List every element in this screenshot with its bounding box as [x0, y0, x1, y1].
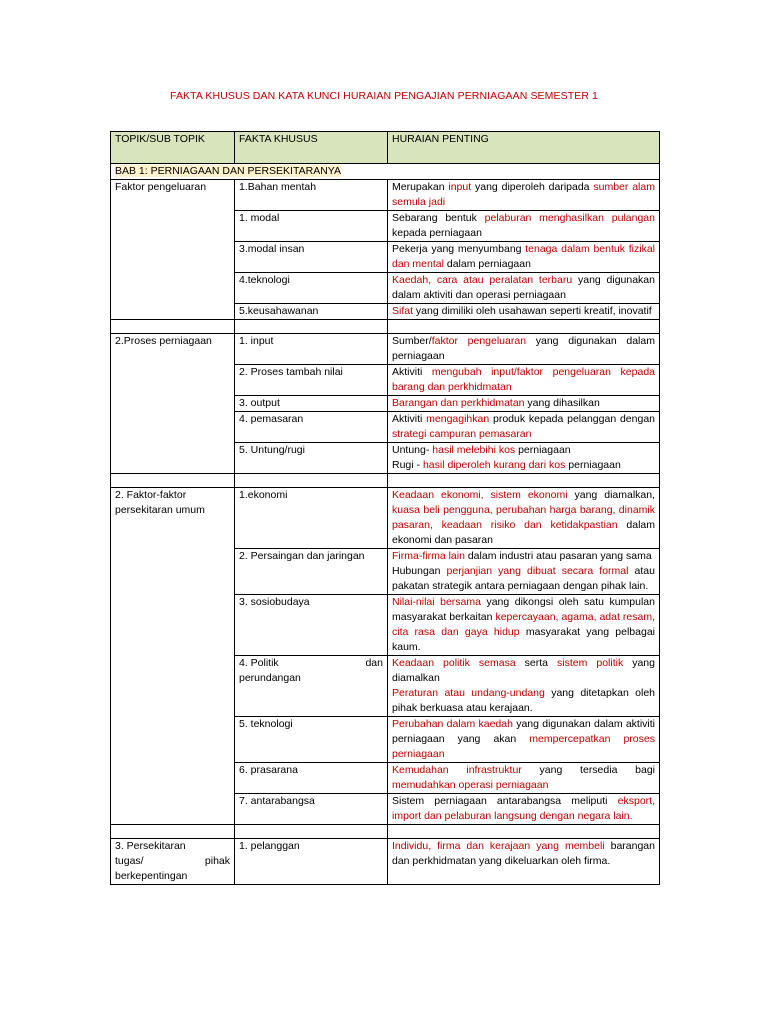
description-cell: Perubahan dalam kaedah yang digunakan dalam aktiviti perniagaan yang akan mempercepatkan proses perniagaan — [388, 717, 660, 763]
description-cell: Merupakan input yang diperoleh daripada sumber alam semula jadi — [388, 180, 660, 211]
fact-cell: 3. sosiobudaya — [235, 595, 388, 656]
header-topik: TOPIK/SUB TOPIK — [111, 132, 235, 164]
description-cell: Sifat yang dimiliki oleh usahawan seperti kreatif, inovatif — [388, 304, 660, 320]
description-cell: Firma-firma lain dalam industri atau pasaran yang sama Hubungan perjanjian yang dibuat secara formal atau pakatan strategik antara perniagaan dengan pihak lain. — [388, 549, 660, 595]
description-cell: Kaedah, cara atau peralatan terbaru yang digunakan dalam aktiviti dan operasi perniagaan — [388, 273, 660, 304]
description-cell: Keadaan ekonomi, sistem ekonomi yang diamalkan, kuasa beli pengguna, perubahan harga barang, dinamik pasaran, keadaan risiko dan ketidakpastian dalam ekonomi dan pasaran — [388, 488, 660, 549]
spacer-row — [111, 474, 660, 488]
fakta-table — [110, 131, 660, 885]
description-cell: Individu, firma dan kerajaan yang membeli barangan dan perkhidmatan yang dikeluarkan oleh firma. — [388, 839, 660, 885]
description-cell: Untung- hasil melebihi kos perniagaan Rugi - hasil diperoleh kurang dari kos perniagaan — [388, 443, 660, 474]
description-cell: Aktiviti mengubah input/faktor pengeluaran kepada barang dan perkhidmatan — [388, 365, 660, 396]
topic-cell: 2. Faktor-faktor persekitaran umum — [111, 488, 235, 825]
document-title: FAKTA KHUSUS DAN KATA KUNCI HURAIAN PENGAJIAN PERNIAGAAN SEMESTER 1 — [170, 90, 598, 102]
fact-cell: 3. output — [235, 396, 388, 412]
description-cell: Sumber/faktor pengeluaran yang digunakan dalam perniagaan — [388, 334, 660, 365]
fact-cell: 4. Politik dan perundangan — [235, 656, 388, 717]
topic-cell: Faktor pengeluaran — [111, 180, 235, 320]
description-cell: Barangan dan perkhidmatan yang dihasilkan — [388, 396, 660, 412]
description-cell: Sistem perniagaan antarabangsa meliputi eksport, import dan pelaburan langsung dengan negara lain. — [388, 794, 660, 825]
chapter-row — [111, 164, 660, 180]
fact-cell: 4. pemasaran — [235, 412, 388, 443]
fact-cell: 1. modal — [235, 211, 388, 242]
fact-cell: 2. Persaingan dan jaringan — [235, 549, 388, 595]
table-header-row — [111, 132, 660, 164]
fact-cell: 4.teknologi — [235, 273, 388, 304]
header-fakta: FAKTA KHUSUS — [235, 132, 388, 164]
spacer-row — [111, 825, 660, 839]
chapter-label: BAB 1: PERNIAGAAN DAN PERSEKITARANYA — [115, 165, 342, 177]
fact-cell: 7. antarabangsa — [235, 794, 388, 825]
fact-cell: 3.modal insan — [235, 242, 388, 273]
fact-cell: 2. Proses tambah nilai — [235, 365, 388, 396]
description-cell: Aktiviti mengagihkan produk kepada pelanggan dengan strategi campuran pemasaran — [388, 412, 660, 443]
fact-cell: 1.Bahan mentah — [235, 180, 388, 211]
topic-cell: 2.Proses perniagaan — [111, 334, 235, 474]
table-row — [111, 839, 660, 885]
fact-cell: 1. input — [235, 334, 388, 365]
description-cell: Kemudahan infrastruktur yang tersedia bagi memudahkan operasi perniagaan — [388, 763, 660, 794]
table-row — [111, 488, 660, 549]
table-row — [111, 180, 660, 211]
spacer-row — [111, 320, 660, 334]
fact-cell: 1. pelanggan — [235, 839, 388, 885]
description-cell: Sebarang bentuk pelaburan menghasilkan pulangan kepada perniagaan — [388, 211, 660, 242]
chapter-heading — [111, 164, 660, 180]
fact-cell: 5. teknologi — [235, 717, 388, 763]
fact-cell: 1.ekonomi — [235, 488, 388, 549]
fact-cell: 6. prasarana — [235, 763, 388, 794]
description-cell: Pekerja yang menyumbang tenaga dalam bentuk fizikal dan mental dalam perniagaan — [388, 242, 660, 273]
description-cell: Nilai-nilai bersama yang dikongsi oleh satu kumpulan masyarakat berkaitan kepercayaan, agama, adat resam, cita rasa dan gaya hidup masyarakat yang pelbagai kaum. — [388, 595, 660, 656]
fact-cell: 5.keusahawanan — [235, 304, 388, 320]
header-huraian: HURAIAN PENTING — [388, 132, 660, 164]
description-cell: Keadaan politik semasa serta sistem politik yang diamalkan Peraturan atau undang-undang yang ditetapkan oleh pihak berkuasa atau kerajaan. — [388, 656, 660, 717]
topic-cell: 3. Persekitaran tugas/ pihak berkepentingan — [111, 839, 235, 885]
fact-cell: 5. Untung/rugi — [235, 443, 388, 474]
table-row — [111, 334, 660, 365]
